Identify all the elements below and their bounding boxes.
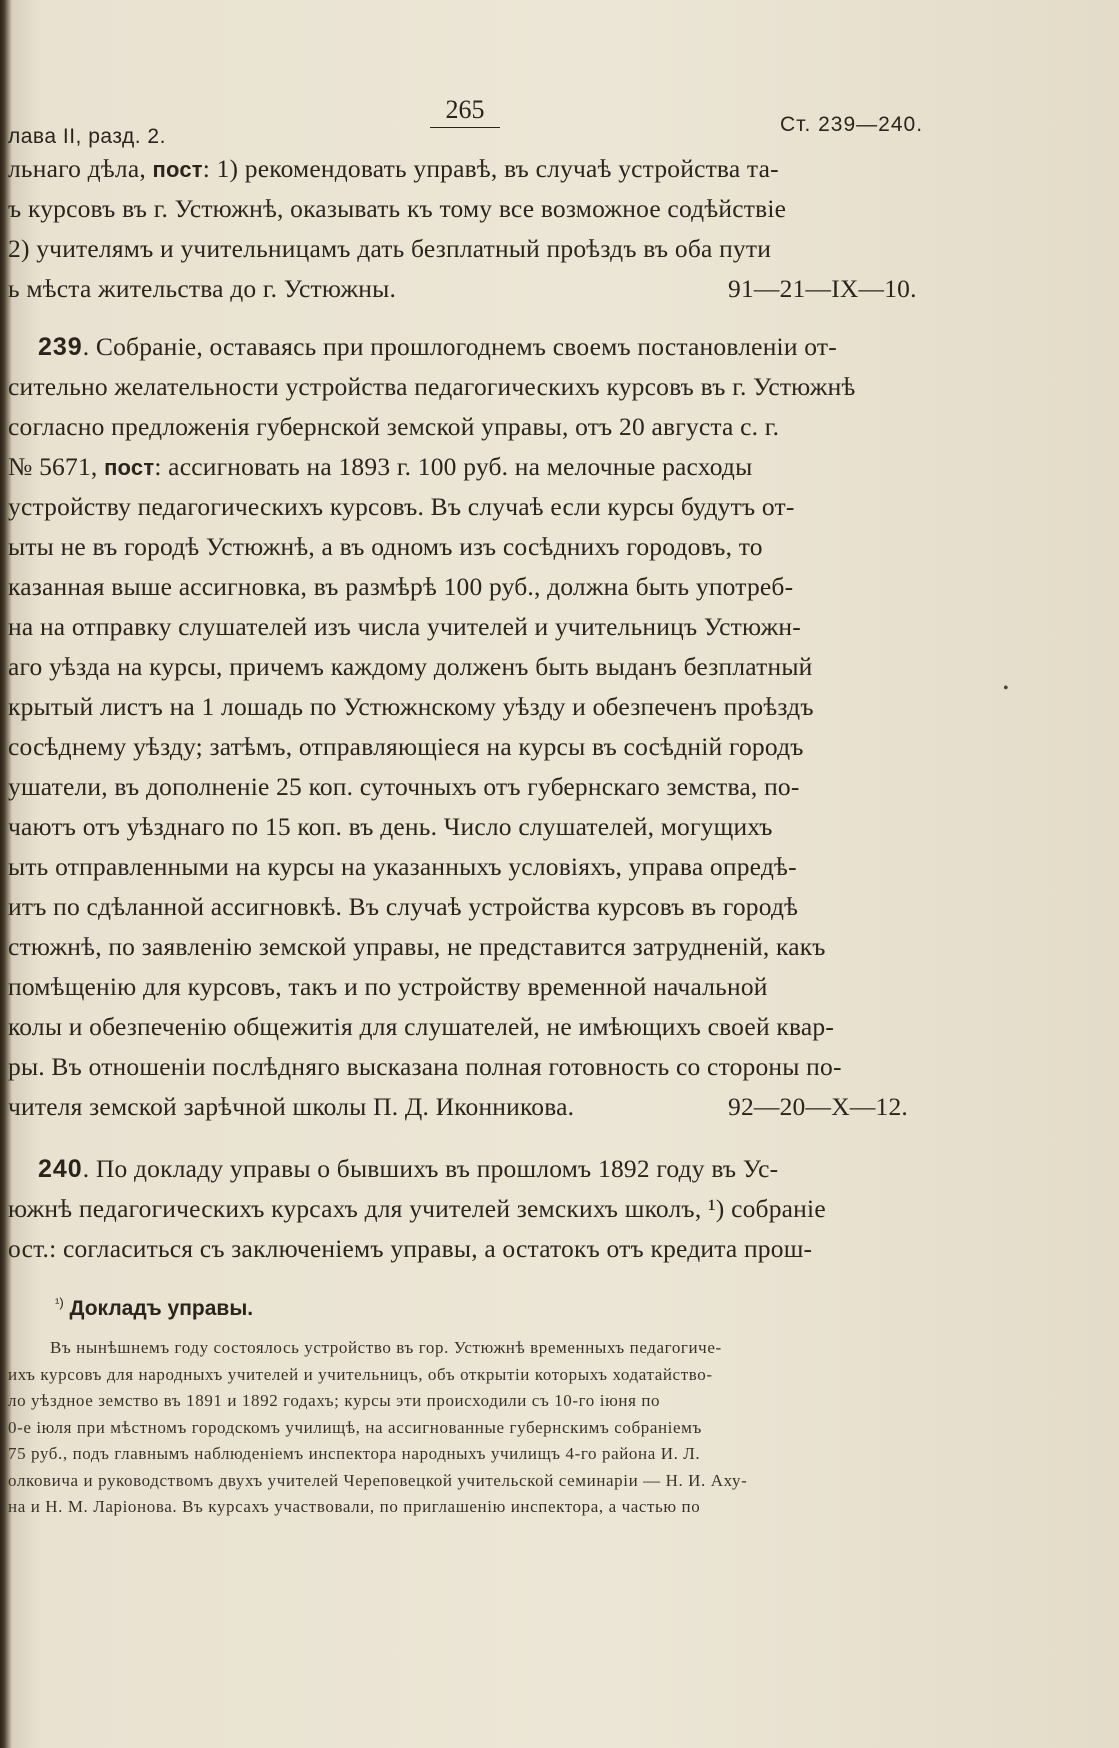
- line-text: 2) учителямъ и учительницамъ дать безплатный проѣздъ въ оба пути: [8, 234, 772, 263]
- text-line: [8, 488, 795, 526]
- text-line: [8, 150, 779, 188]
- line-text: колы и обезпеченію общежитія для слушателей, не имѣющихъ своей квар-: [8, 1012, 835, 1041]
- text-line: [8, 448, 752, 486]
- text-line: [8, 190, 786, 228]
- page-header: [0, 95, 1119, 148]
- line-text: итъ по сдѣланной ассигновкѣ. Въ случаѣ устройства курсовъ въ городѣ: [8, 892, 799, 921]
- text-line: [8, 688, 814, 726]
- line-text: стюжнѣ, по заявленію земской управы, не представится затрудненій, какъ: [8, 932, 826, 961]
- line-text: ост.: согласиться съ заключеніемъ управы, а остатокъ отъ кредита прош-: [8, 1234, 813, 1263]
- text-line: [8, 928, 826, 966]
- line-text: помѣщенію для курсовъ, такъ и по устройству временной начальной: [8, 972, 768, 1001]
- line-text: согласно предложенія губернской земской управы, отъ 20 августа с. г.: [8, 412, 780, 441]
- line-text: ыть отправленными на курсы на указанныхъ условіяхъ, управа опредѣ-: [8, 852, 797, 881]
- line-text: . Собраніе, оставаясь при прошлогоднемъ своемъ постановленіи от-: [82, 332, 837, 361]
- footnote-line: ихъ курсовъ для народныхъ учителей и учительницъ, объ открытіи которыхъ ходатайство-: [8, 1364, 713, 1384]
- text-line: [8, 608, 801, 646]
- text-line: [8, 888, 798, 926]
- resolution-keyword: пост: [152, 157, 203, 182]
- line-text: чаютъ отъ уѣзднаго по 15 коп. въ день. Число слушателей, могущихъ: [8, 812, 773, 841]
- text-line: [8, 728, 804, 766]
- text-line: [8, 568, 793, 606]
- text-line: [8, 768, 800, 806]
- line-text: № 5671,: [8, 452, 105, 481]
- line-text: ь мѣста жительства до г. Устюжны.: [8, 274, 397, 303]
- line-text-rest: : 1) рекомендовать управѣ, въ случаѣ устройства та-: [202, 154, 779, 183]
- session-reference: 92—20—X—12.: [728, 1092, 908, 1121]
- footnote-title-text: Докладъ управы.: [69, 1297, 254, 1320]
- line-text: сосѣднему уѣзду; затѣмъ, отправляющіеся на курсы въ сосѣдній городъ: [8, 732, 804, 761]
- text-line: [8, 1088, 908, 1126]
- line-text: . По докладу управы о бывшихъ въ прошломъ 1892 году въ Ус-: [82, 1154, 779, 1183]
- line-text-rest: : ассигновать на 1893 г. 100 руб. на мелочные расходы: [154, 452, 753, 481]
- footnote-line: на и Н. М. Ларіонова. Въ курсахъ участвовали, по приглашенію инспектора, а частью по: [8, 1497, 701, 1516]
- footnote-line: 75 руб., подъ главнымъ наблюденіемъ инспектора народныхъ училищъ 4-го района И. Л.: [8, 1444, 701, 1463]
- session-reference: 91—21—IX—10.: [728, 274, 917, 303]
- margin-mark: •: [1003, 680, 1009, 697]
- text-line: [8, 968, 768, 1006]
- text-line: [38, 328, 837, 366]
- text-line: [8, 1190, 826, 1228]
- line-text: ушатели, въ дополненіе 25 коп. суточныхъ отъ губернскаго земства, по-: [8, 772, 800, 801]
- text-line: [8, 808, 773, 846]
- line-text: чителя земской зарѣчной школы П. Д. Иконникова.: [8, 1092, 575, 1121]
- text-line: [8, 648, 813, 686]
- footnote-title: [55, 1295, 253, 1321]
- text-line: [8, 368, 856, 406]
- footnote-line: ло уѣздное земство въ 1891 и 1892 годахъ; курсы эти происходили съ 10-го іюня по: [8, 1391, 661, 1410]
- line-text: на на отправку слушателей изъ числа учителей и учительницъ Устюжн-: [8, 612, 801, 641]
- line-text: казанная выше ассигновка, въ размѣрѣ 100 руб., должна быть употреб-: [8, 572, 794, 601]
- footnote-line: олковича и руководствомъ двухъ учителей Череповецкой учительской семинаріи — Н. И. Аху-: [8, 1470, 748, 1490]
- line-text: ры. Въ отношеніи послѣдняго высказана полная готовность со стороны по-: [8, 1052, 842, 1081]
- text-line: [8, 1048, 842, 1086]
- text-line: [38, 1150, 778, 1188]
- footnote-line: 0-е іюля при мѣстномъ городскомъ училищѣ, на ассигнованные губернскимъ собраніемъ: [8, 1417, 702, 1437]
- article-number: 240: [38, 1155, 83, 1183]
- line-text: льнаго дѣла,: [8, 154, 153, 183]
- line-text: южнѣ педагогическихъ курсахъ для учителей земскихъ школъ, ¹) собраніе: [8, 1194, 826, 1223]
- resolution-keyword: пост: [104, 455, 155, 480]
- line-text: устройству педагогическихъ курсовъ. Въ случаѣ если курсы будутъ от-: [8, 492, 795, 521]
- text-line: [8, 230, 771, 268]
- text-line: [8, 528, 763, 566]
- line-text: ъ курсовъ въ г. Устюжнѣ, оказывать къ тому все возможное содѣйствіе: [8, 194, 787, 223]
- line-text: ыты не въ городѣ Устюжнѣ, а въ одномъ изъ сосѣднихъ городовъ, то: [8, 532, 763, 561]
- page-number: 265: [430, 95, 500, 128]
- article-range-label: Ст. 239—240.: [780, 113, 924, 136]
- text-line: [8, 848, 797, 886]
- line-text: аго уѣзда на курсы, причемъ каждому долженъ быть выданъ безплатный: [8, 652, 813, 681]
- text-line: [8, 270, 917, 308]
- line-text: сительно желательности устройства педагогическихъ курсовъ въ г. Устюжнѣ: [8, 372, 856, 401]
- text-line: [8, 1230, 812, 1268]
- footnote-marker: ¹): [55, 1295, 64, 1310]
- footnote-line: Въ нынѣшнемъ году состоялось устройство въ гор. Устюжнѣ временныхъ педагогиче-: [50, 1338, 722, 1357]
- line-text: крытый листъ на 1 лошадь по Устюжнскому уѣзду и обезпеченъ проѣздъ: [8, 692, 814, 721]
- text-line: [8, 408, 779, 446]
- text-line: [8, 1008, 834, 1046]
- chapter-section-label: лава II, разд. 2.: [8, 125, 166, 148]
- article-number: 239: [38, 333, 83, 361]
